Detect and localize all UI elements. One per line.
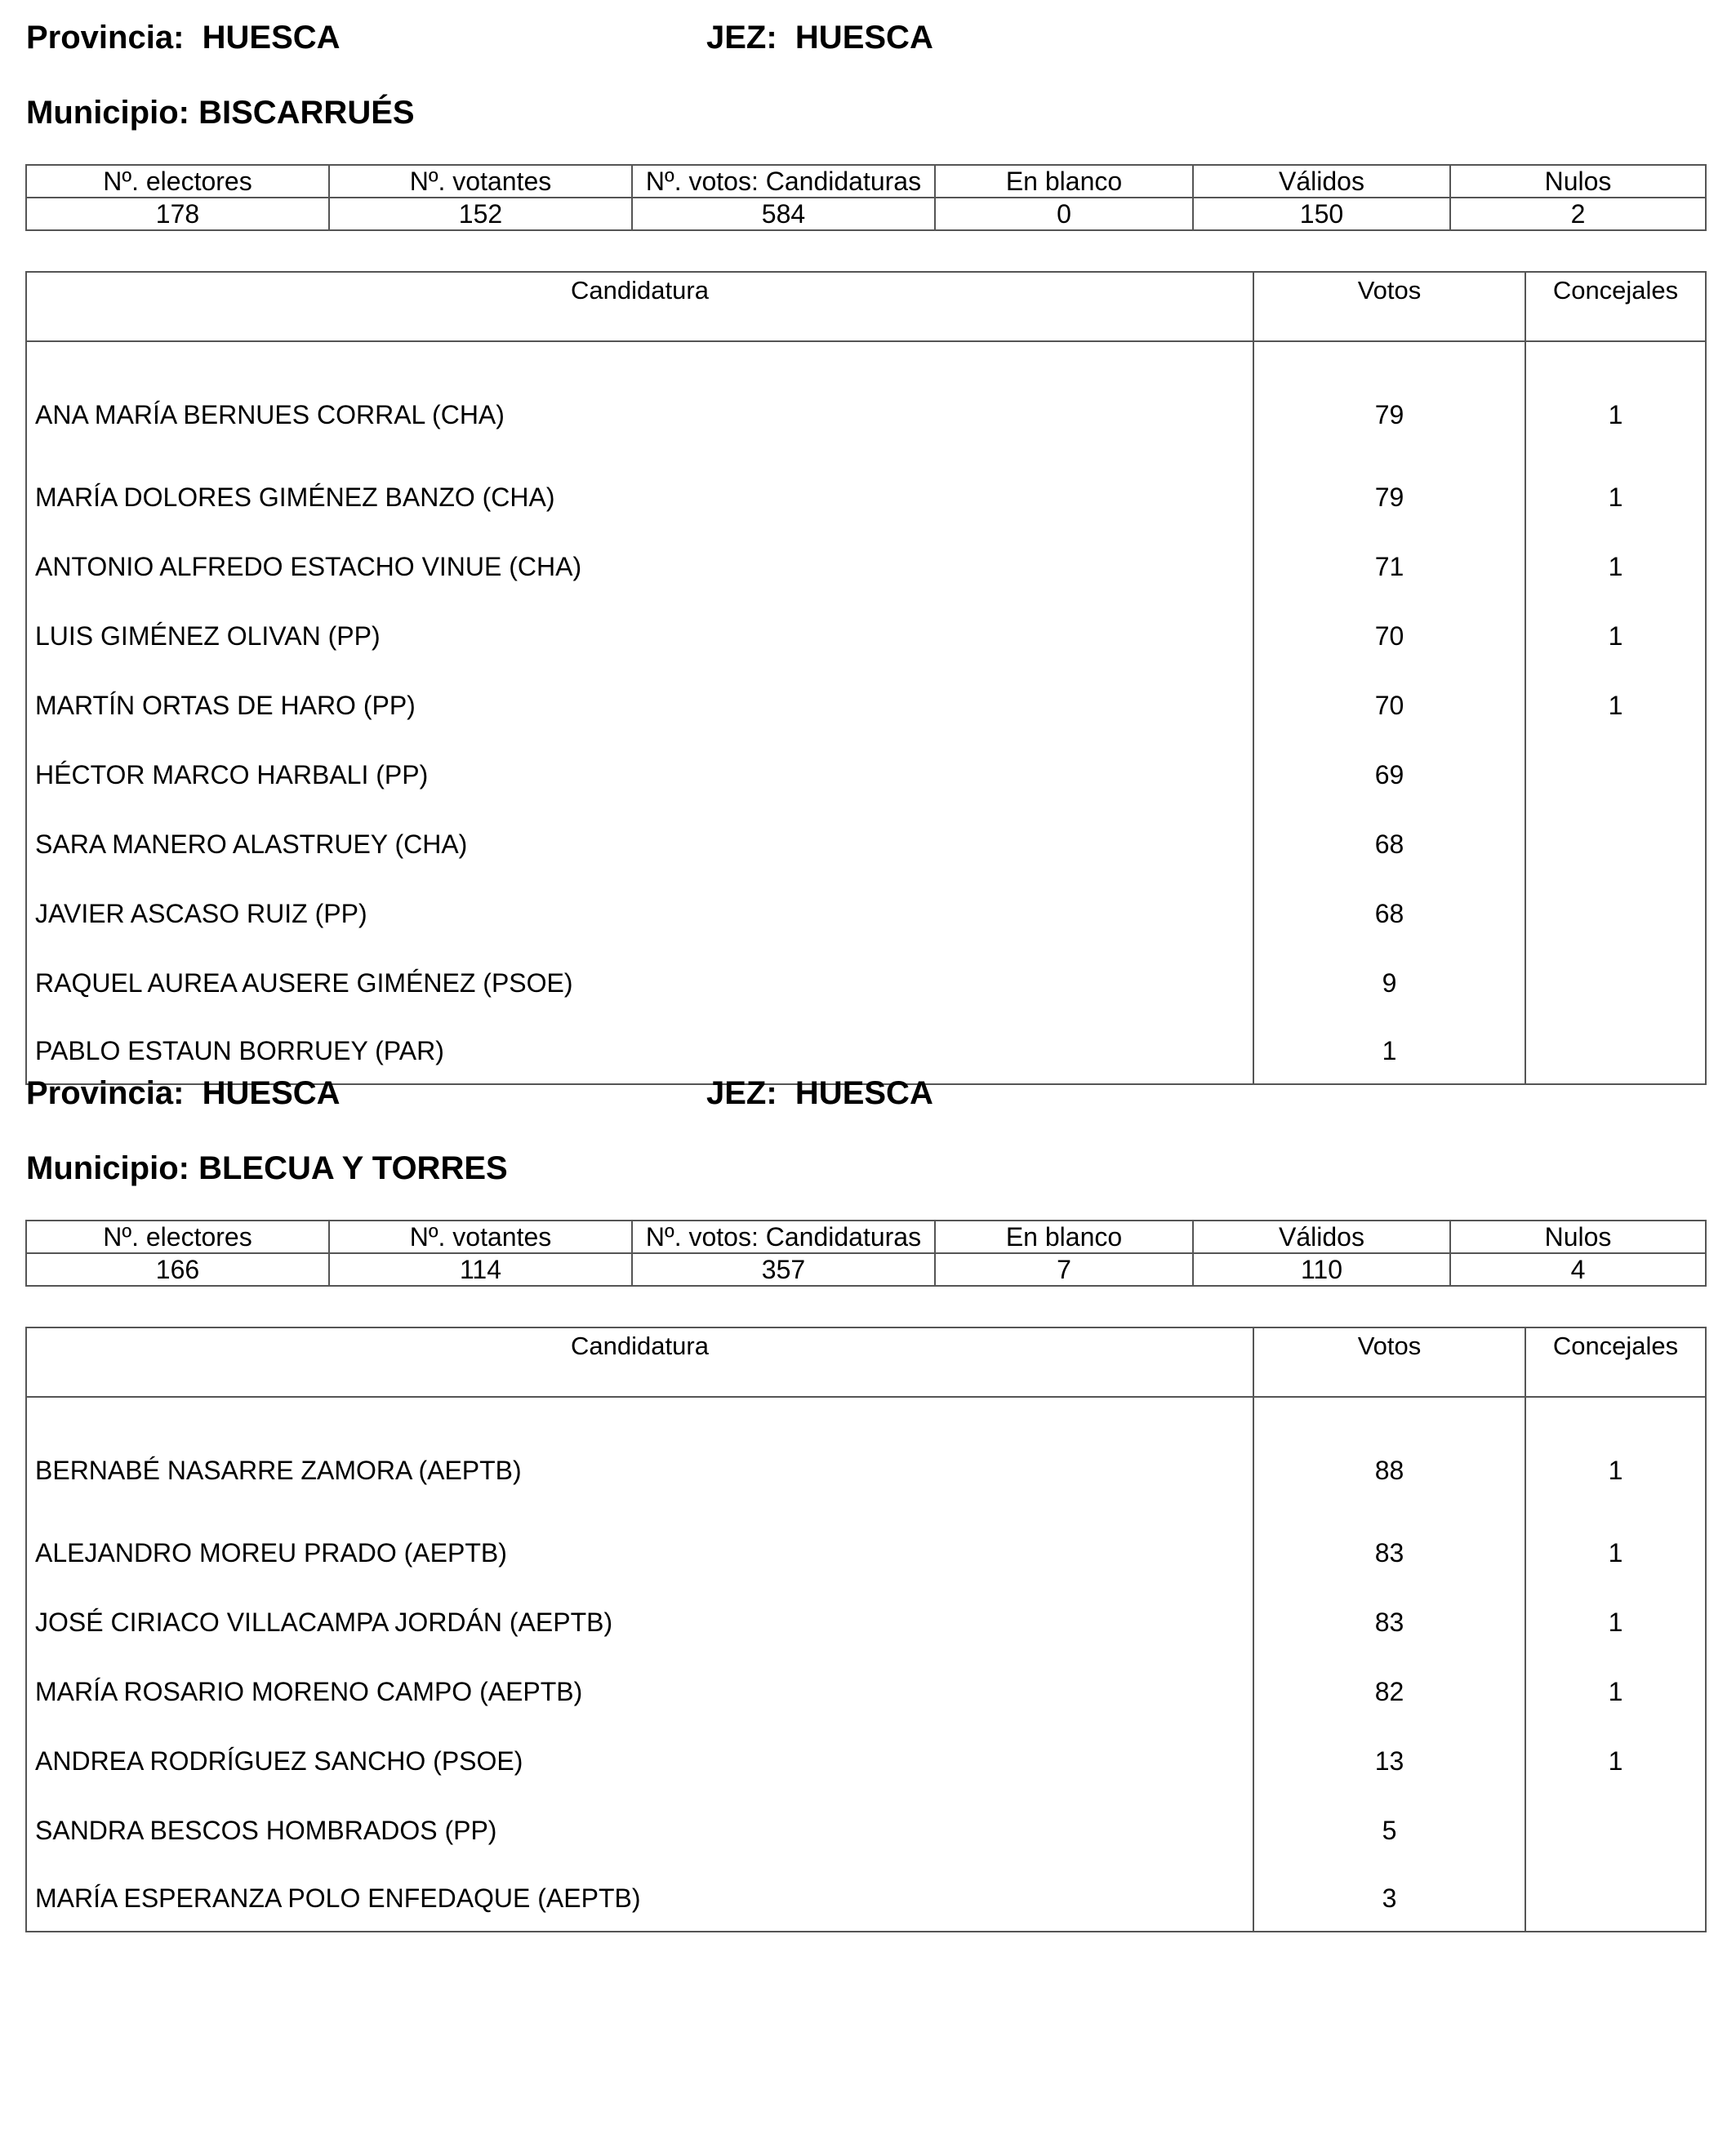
- candidate-seats: [1525, 810, 1706, 879]
- candidate-name: MARTÍN ORTAS DE HARO (PP): [26, 671, 1253, 740]
- summary-header-cell: Nº. votos: Candidaturas: [632, 1221, 935, 1253]
- table-row: [26, 810, 1706, 879]
- summary-value-cell: 150: [1193, 198, 1450, 230]
- summary-value-cell: 110: [1193, 1253, 1450, 1286]
- candidate-name: BERNABÉ NASARRE ZAMORA (AEPTB): [26, 1397, 1253, 1519]
- candidate-name: PABLO ESTAUN BORRUEY (PAR): [26, 1018, 1253, 1084]
- candidate-votes: 79: [1253, 463, 1525, 532]
- candidate-name: ALEJANDRO MOREU PRADO (AEPTB): [26, 1519, 1253, 1588]
- candidate-seats: 1: [1525, 671, 1706, 740]
- summary-header-row: [26, 1221, 1706, 1253]
- candidate-name: JAVIER ASCASO RUIZ (PP): [26, 879, 1253, 949]
- concejales-header: Concejales: [1525, 272, 1706, 341]
- candidate-name: LUIS GIMÉNEZ OLIVAN (PP): [26, 602, 1253, 671]
- summary-header-row: [26, 165, 1706, 198]
- municipality-block: [0, 1056, 1736, 2109]
- candidatura-header: Candidatura: [26, 272, 1253, 341]
- table-row: [26, 949, 1706, 1018]
- candidate-votes: 68: [1253, 810, 1525, 879]
- candidate-votes: 3: [1253, 1866, 1525, 1932]
- jez-value: HUESCA: [795, 1075, 933, 1111]
- table-row: [26, 1588, 1706, 1657]
- candidate-name: JOSÉ CIRIACO VILLACAMPA JORDÁN (AEPTB): [26, 1588, 1253, 1657]
- provincia-heading: [26, 18, 341, 57]
- candidate-votes: 70: [1253, 602, 1525, 671]
- provincia-label: Provincia:: [26, 20, 185, 56]
- table-row: [26, 1397, 1706, 1519]
- municipio-value: BISCARRUÉS: [198, 95, 415, 131]
- candidate-seats: [1525, 1866, 1706, 1932]
- candidate-seats: 1: [1525, 1519, 1706, 1588]
- provincia-value: HUESCA: [202, 1075, 341, 1111]
- candidate-name: MARÍA DOLORES GIMÉNEZ BANZO (CHA): [26, 463, 1253, 532]
- municipio-heading: [26, 93, 415, 132]
- candidates-table: [25, 271, 1707, 1085]
- table-row: [26, 1657, 1706, 1727]
- votos-header: Votos: [1253, 272, 1525, 341]
- candidates-header-row: [26, 1327, 1706, 1397]
- candidate-votes: 71: [1253, 532, 1525, 602]
- summary-table: [25, 164, 1707, 231]
- table-row: [26, 671, 1706, 740]
- summary-header-cell: Nº. votantes: [329, 1221, 632, 1253]
- table-row: [26, 463, 1706, 532]
- jez-label: JEZ:: [706, 1075, 777, 1111]
- candidate-votes: 83: [1253, 1519, 1525, 1588]
- candidates-table: [25, 1327, 1707, 1932]
- summary-value-cell: 4: [1450, 1253, 1706, 1286]
- table-row: [26, 1796, 1706, 1866]
- summary-table: [25, 1220, 1707, 1287]
- candidate-votes: 9: [1253, 949, 1525, 1018]
- summary-header-cell: Nº. votos: Candidaturas: [632, 165, 935, 198]
- candidate-seats: 1: [1525, 341, 1706, 463]
- candidate-votes: 88: [1253, 1397, 1525, 1519]
- candidate-votes: 5: [1253, 1796, 1525, 1866]
- summary-header-cell: Válidos: [1193, 165, 1450, 198]
- table-row: [26, 740, 1706, 810]
- candidate-votes: 1: [1253, 1018, 1525, 1084]
- candidate-name: HÉCTOR MARCO HARBALI (PP): [26, 740, 1253, 810]
- candidate-name: ANTONIO ALFREDO ESTACHO VINUE (CHA): [26, 532, 1253, 602]
- candidate-seats: 1: [1525, 602, 1706, 671]
- table-row: [26, 879, 1706, 949]
- summary-value-row: [26, 198, 1706, 230]
- candidate-seats: [1525, 879, 1706, 949]
- candidate-name: SARA MANERO ALASTRUEY (CHA): [26, 810, 1253, 879]
- candidate-seats: [1525, 740, 1706, 810]
- table-row: [26, 1866, 1706, 1932]
- candidate-seats: 1: [1525, 1588, 1706, 1657]
- table-row: [26, 341, 1706, 463]
- summary-header-cell: Nº. electores: [26, 165, 329, 198]
- candidate-votes: 83: [1253, 1588, 1525, 1657]
- table-row: [26, 1519, 1706, 1588]
- candidate-seats: 1: [1525, 532, 1706, 602]
- candidate-name: MARÍA ROSARIO MORENO CAMPO (AEPTB): [26, 1657, 1253, 1727]
- candidates-header-row: [26, 272, 1706, 341]
- candidate-seats: 1: [1525, 1657, 1706, 1727]
- candidate-name: SANDRA BESCOS HOMBRADOS (PP): [26, 1796, 1253, 1866]
- candidate-votes: 79: [1253, 341, 1525, 463]
- provincia-label: Provincia:: [26, 1075, 185, 1111]
- municipio-heading: [26, 1149, 508, 1188]
- summary-header-cell: Válidos: [1193, 1221, 1450, 1253]
- summary-header-cell: En blanco: [935, 1221, 1193, 1253]
- municipio-value: BLECUA Y TORRES: [198, 1150, 508, 1186]
- votos-header: Votos: [1253, 1327, 1525, 1397]
- provincia-heading: [26, 1074, 341, 1113]
- summary-value-cell: 152: [329, 198, 632, 230]
- table-row: [26, 532, 1706, 602]
- jez-heading: [706, 18, 933, 57]
- table-row: [26, 602, 1706, 671]
- summary-header-cell: Nº. electores: [26, 1221, 329, 1253]
- candidate-seats: 1: [1525, 1397, 1706, 1519]
- summary-header-cell: Nulos: [1450, 1221, 1706, 1253]
- summary-value-cell: 166: [26, 1253, 329, 1286]
- table-row: [26, 1727, 1706, 1796]
- candidatura-header: Candidatura: [26, 1327, 1253, 1397]
- summary-value-cell: 114: [329, 1253, 632, 1286]
- candidate-votes: 68: [1253, 879, 1525, 949]
- candidate-seats: 1: [1525, 1727, 1706, 1796]
- candidate-name: ANA MARÍA BERNUES CORRAL (CHA): [26, 341, 1253, 463]
- summary-value-cell: 584: [632, 198, 935, 230]
- summary-value-cell: 7: [935, 1253, 1193, 1286]
- candidate-seats: [1525, 949, 1706, 1018]
- summary-header-cell: En blanco: [935, 165, 1193, 198]
- provincia-value: HUESCA: [202, 20, 341, 56]
- candidate-votes: 82: [1253, 1657, 1525, 1727]
- municipality-block: [0, 0, 1736, 1065]
- candidate-seats: [1525, 1796, 1706, 1866]
- jez-label: JEZ:: [706, 20, 777, 56]
- candidate-name: ANDREA RODRÍGUEZ SANCHO (PSOE): [26, 1727, 1253, 1796]
- summary-header-cell: Nulos: [1450, 165, 1706, 198]
- summary-value-cell: 2: [1450, 198, 1706, 230]
- summary-value-cell: 0: [935, 198, 1193, 230]
- candidate-name: MARÍA ESPERANZA POLO ENFEDAQUE (AEPTB): [26, 1866, 1253, 1932]
- summary-value-cell: 178: [26, 198, 329, 230]
- candidate-votes: 70: [1253, 671, 1525, 740]
- concejales-header: Concejales: [1525, 1327, 1706, 1397]
- candidate-votes: 69: [1253, 740, 1525, 810]
- summary-value-row: [26, 1253, 1706, 1286]
- candidate-votes: 13: [1253, 1727, 1525, 1796]
- summary-header-cell: Nº. votantes: [329, 165, 632, 198]
- municipio-label: Municipio:: [26, 95, 189, 131]
- municipio-label: Municipio:: [26, 1150, 189, 1186]
- candidate-seats: 1: [1525, 463, 1706, 532]
- jez-heading: [706, 1074, 933, 1113]
- candidate-name: RAQUEL AUREA AUSERE GIMÉNEZ (PSOE): [26, 949, 1253, 1018]
- summary-value-cell: 357: [632, 1253, 935, 1286]
- jez-value: HUESCA: [795, 20, 933, 56]
